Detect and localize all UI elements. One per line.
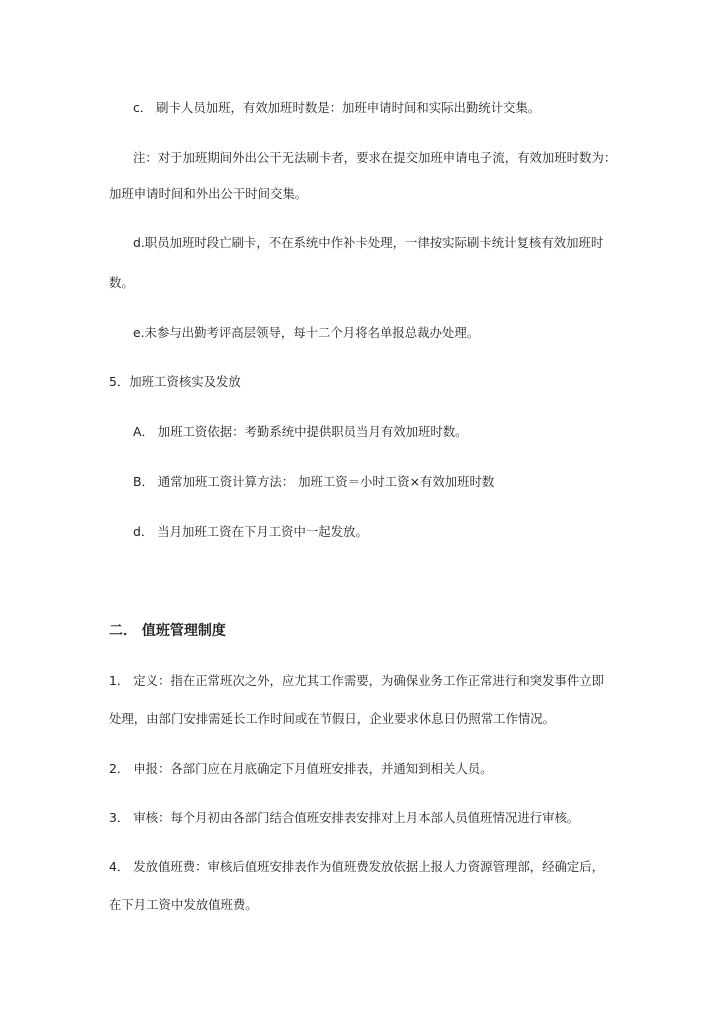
rule-d-line-2: 数。 xyxy=(109,275,134,290)
section-5-title: 5．加班工资核实及发放 xyxy=(109,374,241,389)
rule-c: c． 刷卡人员加班，有效加班时数是：加班申请时间和实际出勤统计交集。 xyxy=(133,100,541,115)
note-line-2: 加班申请时间和外出公干时间交集。 xyxy=(109,186,308,201)
section-5-item-d: d． 当月加班工资在下月工资中一起发放。 xyxy=(133,524,368,539)
duty-item-4-line-1: 4． 发放值班费：审核后值班安排表作为值班费发放依据上报人力资源管理部，经确定后， xyxy=(109,859,605,874)
section-5-item-b: B． 通常加班工资计算方法： 加班工资＝小时工资×有效加班时数 xyxy=(133,474,495,489)
section-5-item-a: A． 加班工资依据：考勤系统中提供职员当月有效加班时数。 xyxy=(133,424,468,439)
rule-e: e.未参与出勤考评高层领导，每十二个月将名单报总裁办处理。 xyxy=(133,325,480,340)
duty-item-4-line-2: 在下月工资中发放值班费。 xyxy=(109,897,258,912)
duty-item-2: 2． 申报：各部门应在月底确定下月值班安排表，并通知到相关人员。 xyxy=(109,761,493,776)
duty-item-1-line-1: 1． 定义：指在正常班次之外，应尤其工作需要，为确保业务工作正常进行和突发事件立即 xyxy=(109,673,605,688)
duty-section-heading: 二． 值班管理制度 xyxy=(109,623,226,639)
rule-d-line-1: d.职员加班时段亡刷卡，不在系统中作补卡处理，一律按实际刷卡统计复核有效加班时 xyxy=(133,235,604,250)
duty-item-3: 3． 审核：每个月初由各部门结合值班安排表安排对上月本部人员值班情况进行审核。 xyxy=(109,810,580,825)
note-line-1: 注：对于加班期间外出公干无法刷卡者，要求在提交加班申请电子流，有效加班时数为： xyxy=(133,150,617,165)
duty-item-1-line-2: 处理，由部门安排需延长工作时间或在节假日，企业要求休息日仍照常工作情况。 xyxy=(109,711,556,726)
